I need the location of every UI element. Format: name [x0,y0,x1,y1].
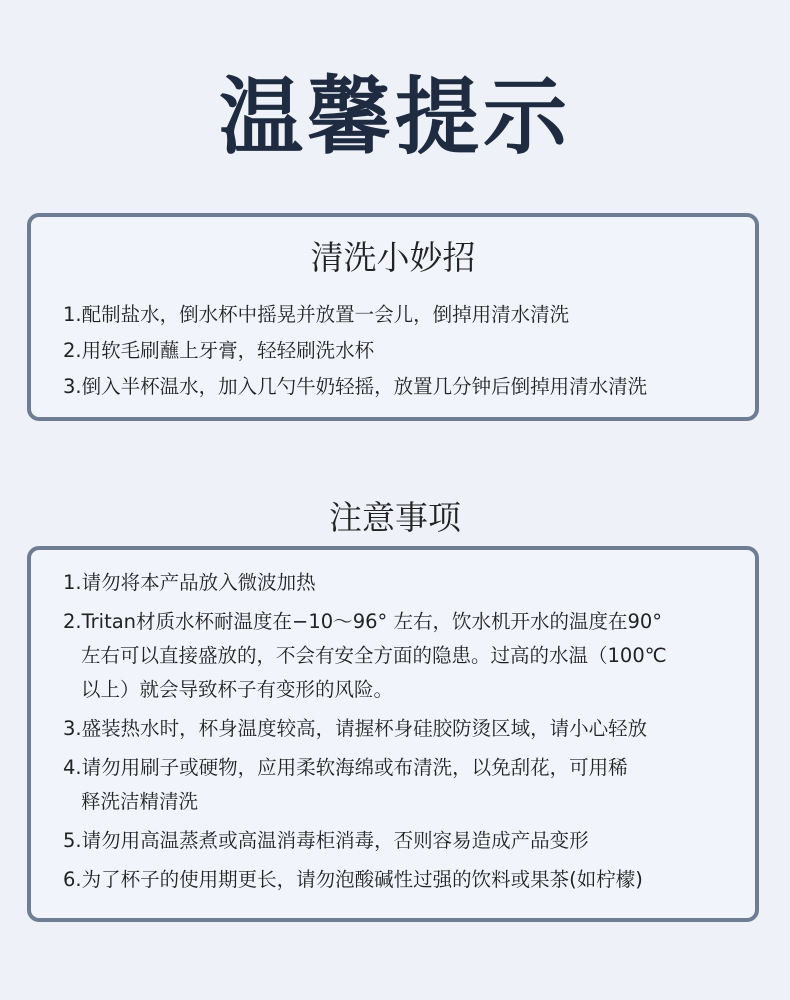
list-item-line: 6.为了杯子的使用期更长，请勿泡酸碱性过强的饮料或果茶(如柠檬) [63,868,643,891]
list-item-line: 1.请勿将本产品放入微波加热 [63,571,316,594]
list-item [63,605,747,707]
cleaning-tips-card [27,213,759,421]
list-item-line: 3.盛装热水时，杯身温度较高，请握杯身硅胶防烫区域，请小心轻放 [63,717,648,740]
list-item-line: 4.请勿用刷子或硬物，应用柔软海绵或布清洗，以免刮花，可用稀 [63,756,628,779]
list-item-line: 左右可以直接盛放的，不会有安全方面的隐患。过高的水温（100℃ [81,644,667,667]
list-item-line: 释洗洁精清洗 [81,790,199,813]
list-item [63,824,747,858]
page-title: 温馨提示 [218,68,571,166]
cleaning-tips-title: 清洗小妙招 [310,238,476,277]
list-item: 3.倒入半杯温水，加入几勺牛奶轻摇，放置几分钟后倒掉用清水清洗 [63,375,648,398]
notice-section-title: 注意事项 [329,498,461,537]
list-item-line: 2.Tritan材质水杯耐温度在−10～96° 左右，饮水机开水的温度在90° [63,610,663,633]
list-item [63,751,747,819]
list-item [63,712,747,746]
cleaning-tips-list [63,297,745,405]
notice-list [63,566,747,902]
list-item: 2.用软毛刷蘸上牙膏，轻轻刷洗水杯 [63,339,375,362]
notice-card [27,546,759,922]
list-item [63,863,747,897]
list-item: 1.配制盐水，倒水杯中摇晃并放置一会儿，倒掉用清水清洗 [63,303,570,326]
list-item [63,566,747,600]
list-item-line: 5.请勿用高温蒸煮或高温消毒柜消毒，否则容易造成产品变形 [63,829,589,852]
list-item-line: 以上）就会导致杯子有变形的风险。 [81,678,394,701]
